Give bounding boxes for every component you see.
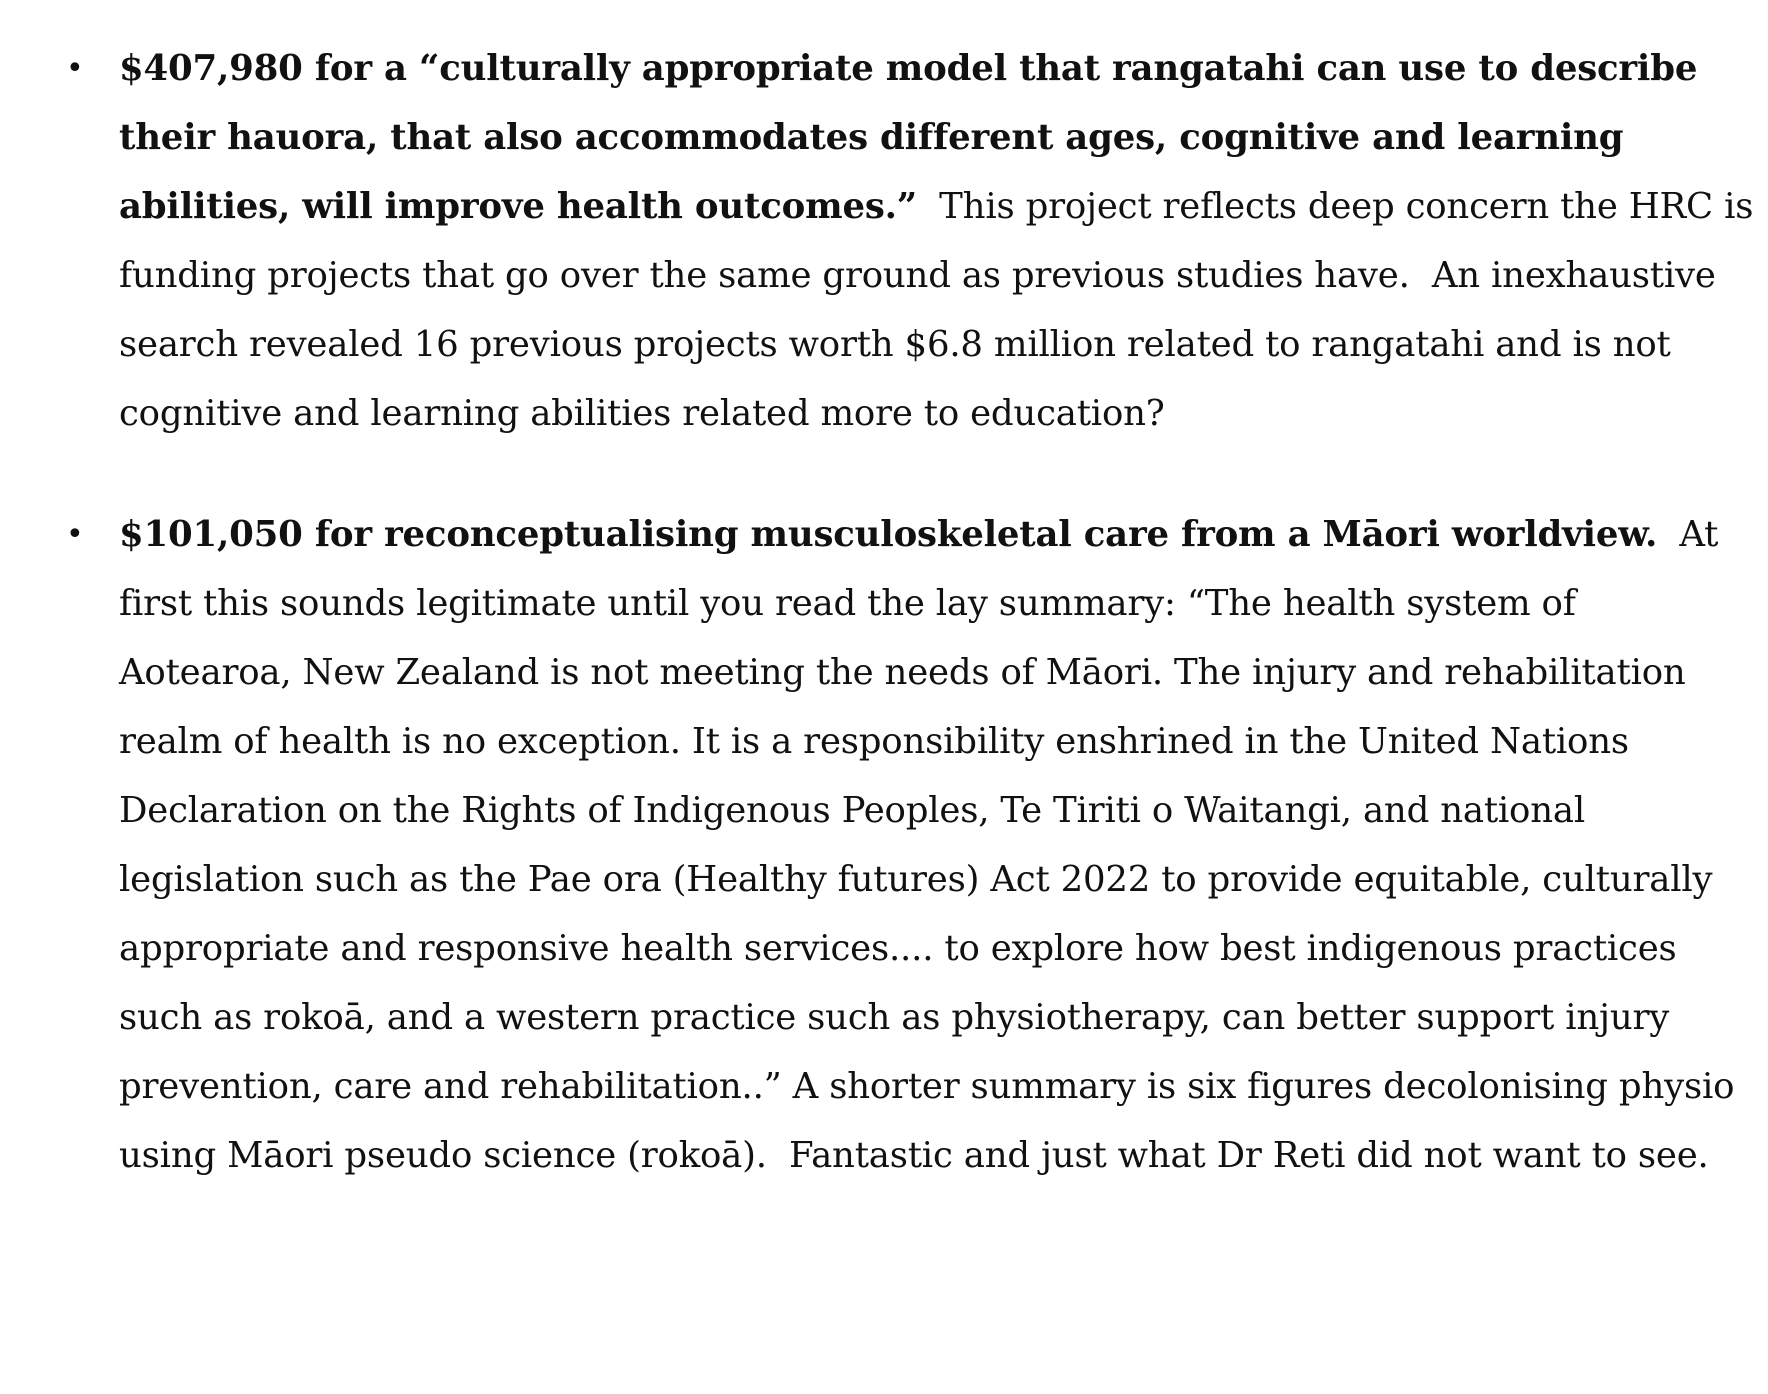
list-item xyxy=(0,500,1768,1190)
item-body-text: This project reflects deep concern the HRC is funding projects that go over the same ground as previous studies have. An inexhaustive search revealed 16 previous projects worth $6.8 million related to rangatahi and is not cognitive and learning abilities related more to education? xyxy=(119,186,1765,434)
bullet-point: • xyxy=(66,517,84,552)
funding-bullet-list xyxy=(0,34,1768,1190)
bullet-point: • xyxy=(66,51,84,86)
item-lead-text: $407,980 for a “culturally appropriate model that rangatahi can use to describe their hauora, that also accommodates different ages, cognitive and learning abilities, will improve health outcomes.” xyxy=(119,48,1698,227)
item-lead-text: $101,050 for reconceptualising musculoskeletal care from a Māori worldview. xyxy=(119,514,1658,555)
list-item xyxy=(0,34,1768,448)
item-body-text: At first this sounds legitimate until you read the lay summary: “The health system of Aotearoa, New Zealand is not meeting the needs of Māori. The injury and rehabilitation realm of health is no exception. It is a responsibility enshrined in the United Nations Declaration on the Rights of Indigenous Peoples, Te Tiriti o Waitangi, and national legislation such as the Pae ora (Healthy futures) Act 2022 to provide equitable, culturally appropriate and responsive health services.... to explore how best indigenous practices such as rokoā, and a western practice such as physiotherapy, can better support injury prevention, care and rehabilitation..” A shorter summary is six figures decolonising physio using Māori pseudo science (rokoā). Fantastic and just what Dr Reti did not want to see. xyxy=(119,514,1746,1176)
